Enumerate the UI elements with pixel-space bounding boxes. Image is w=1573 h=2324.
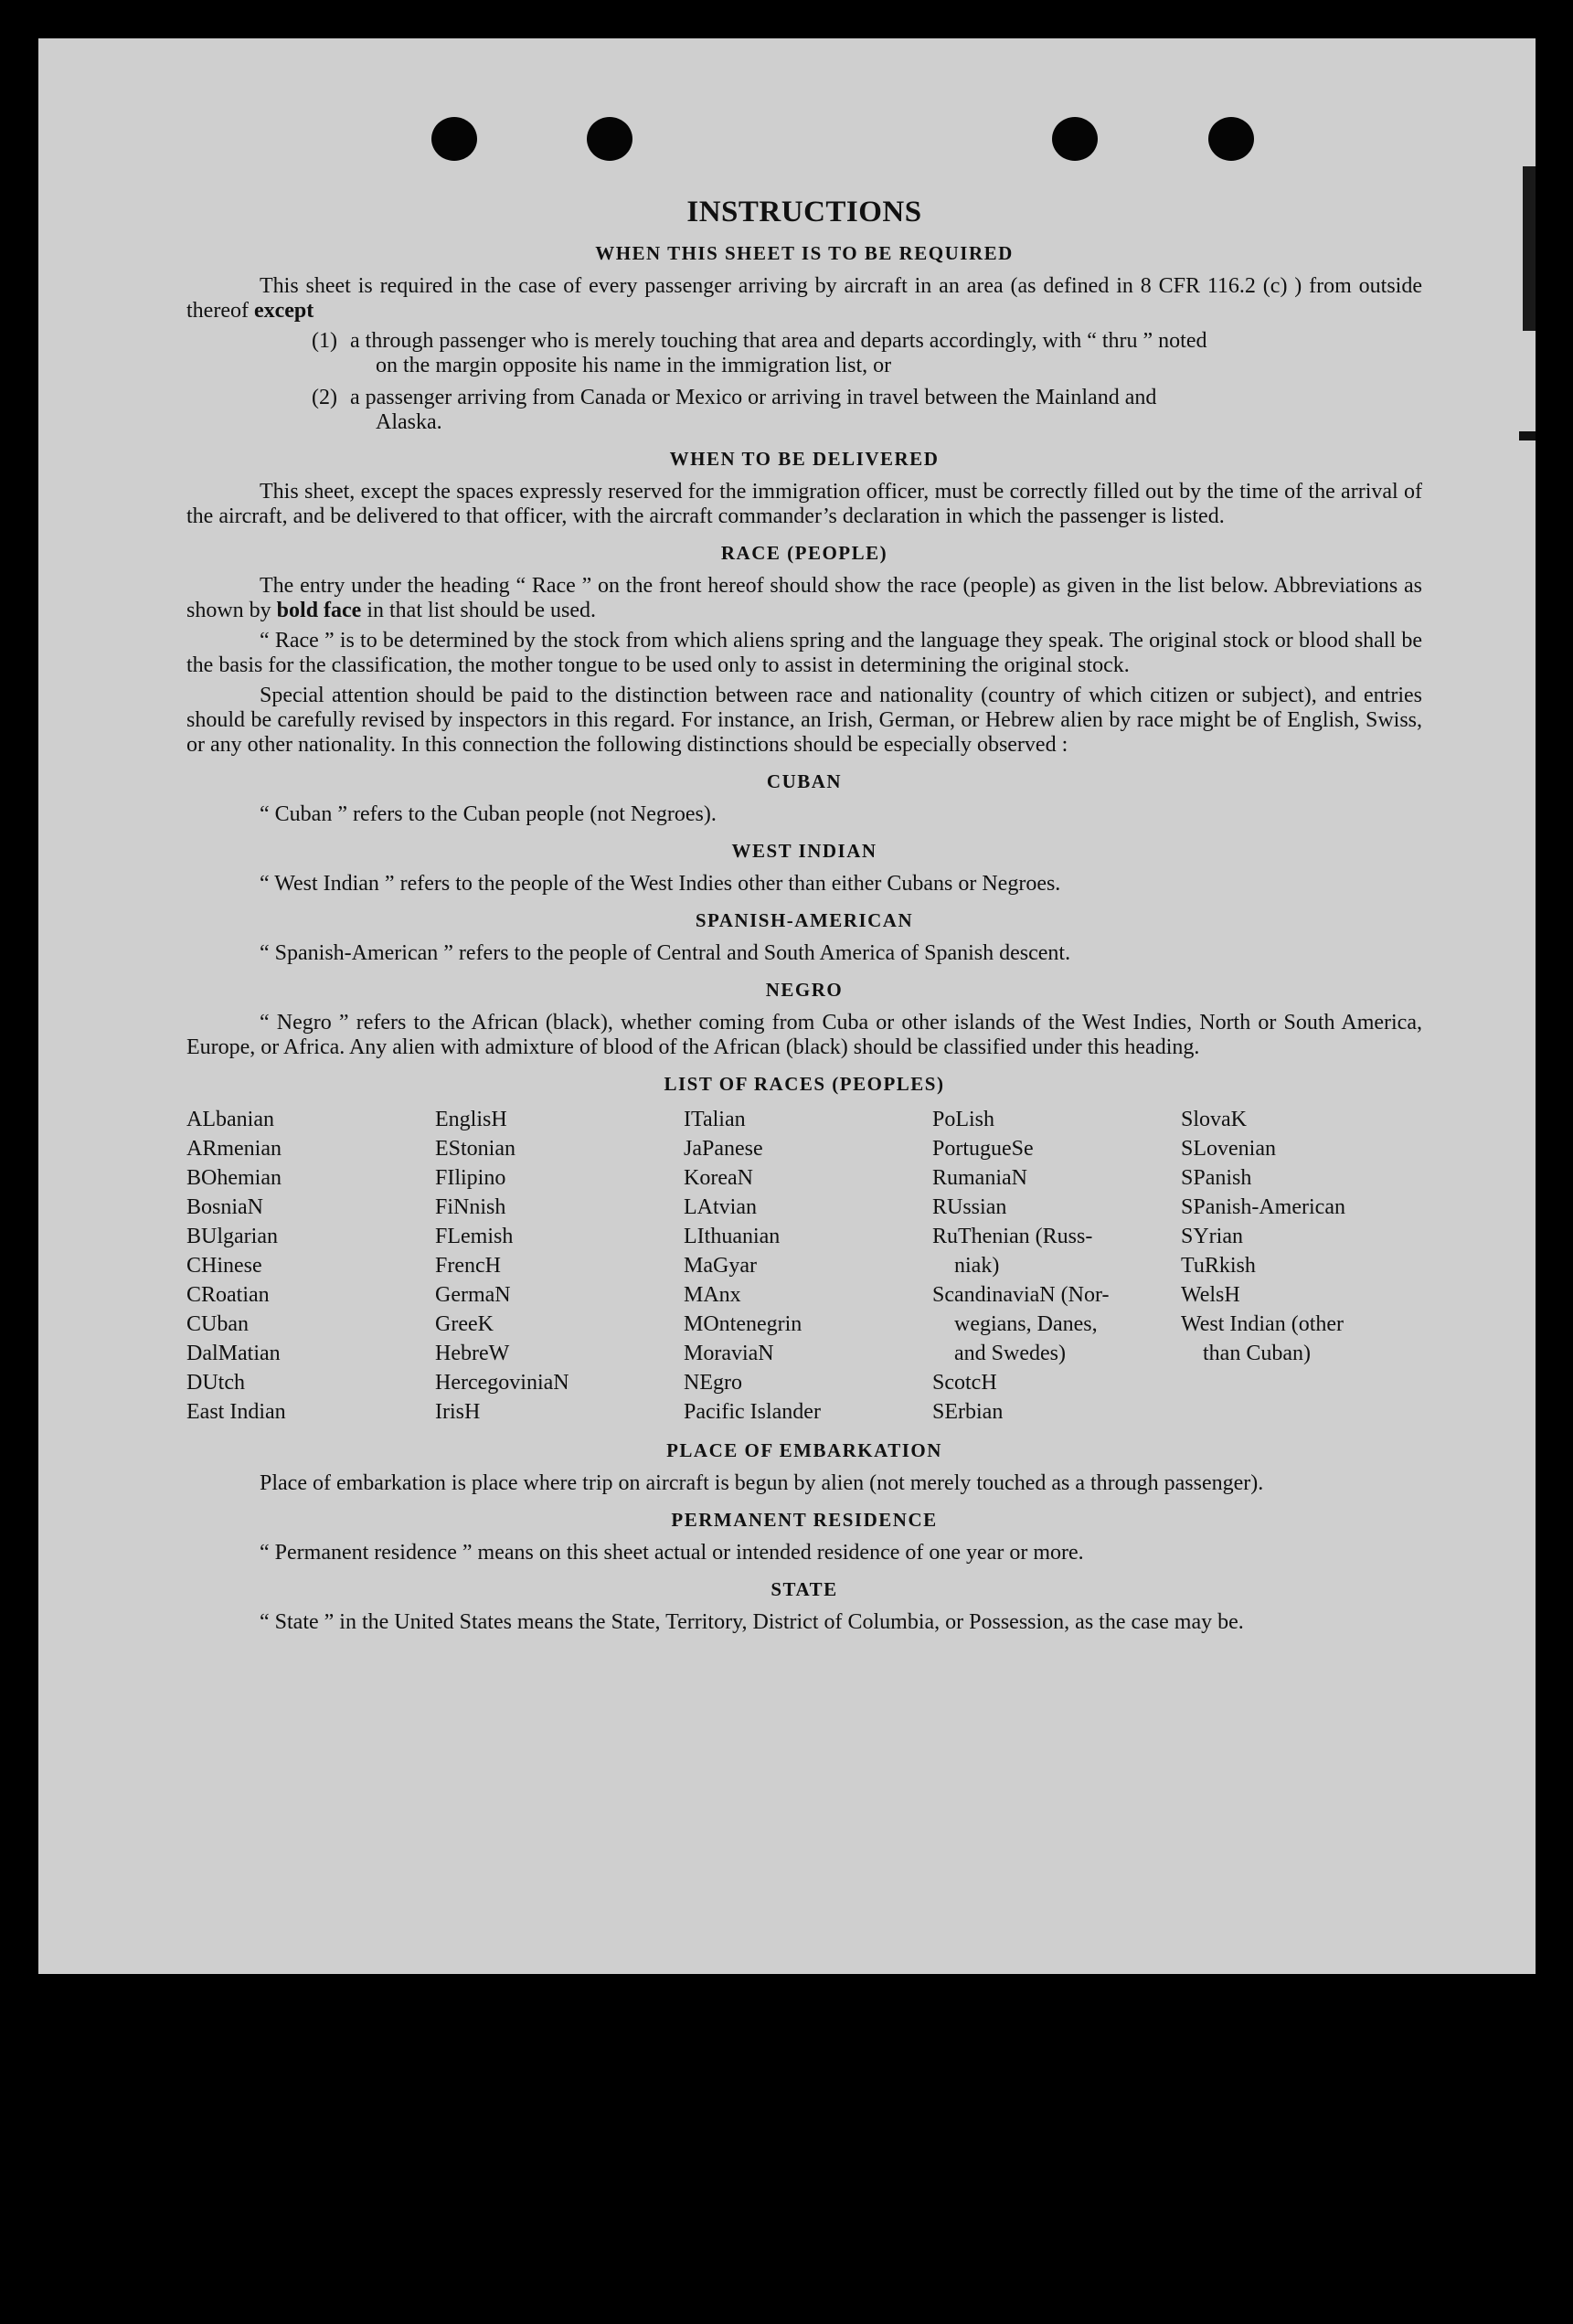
section-heading-list-of-races: LIST OF RACES (PEOPLES) xyxy=(664,1073,945,1095)
punch-hole xyxy=(587,117,632,161)
race-entry: KoreaN xyxy=(684,1166,753,1190)
race-entry: wegians, Danes, xyxy=(954,1312,1098,1336)
race-entry: RumaniaN xyxy=(932,1166,1027,1190)
races-column xyxy=(1181,1105,1422,1427)
punch-hole xyxy=(1052,117,1098,161)
races-list xyxy=(186,1105,1422,1427)
race-entry: SErbian xyxy=(932,1400,1004,1424)
negro-text: “ Negro ” refers to the African (black), whether coming from Cuba or other islands of the West Indies, North or South America, Europe, or Africa. Any alien with admixture of blood of the African (black) should be classified under this heading. xyxy=(186,1011,1422,1059)
item-text-continued: Alaska. xyxy=(376,410,442,434)
race-entry: BOhemian xyxy=(186,1166,282,1190)
race-entry: ARmenian xyxy=(186,1137,282,1161)
race-entry: FrencH xyxy=(435,1254,501,1278)
races-column xyxy=(684,1105,932,1427)
race-entry: SLovenian xyxy=(1181,1137,1276,1161)
exception-item xyxy=(186,386,1422,435)
section-heading-race: RACE (PEOPLE) xyxy=(720,542,888,564)
item-number: (2) xyxy=(312,386,337,409)
section-heading-residence: PERMANENT RESIDENCE xyxy=(671,1509,938,1531)
race-entry: RuThenian (Russ- xyxy=(932,1225,1093,1248)
document-sheet xyxy=(38,38,1536,1974)
race-entry: WelsH xyxy=(1181,1283,1240,1307)
section-heading-when-delivered: WHEN TO BE DELIVERED xyxy=(669,448,940,470)
race-entry: PoLish xyxy=(932,1108,995,1131)
west-indian-text: “ West Indian ” refers to the people of the West Indies other than either Cubans or Negroes. xyxy=(260,872,1061,896)
race-entry: CRoatian xyxy=(186,1283,270,1307)
race-entry: BosniaN xyxy=(186,1195,263,1219)
race-entry: IrisH xyxy=(435,1400,481,1424)
race-entry: Pacific Islander xyxy=(684,1400,821,1424)
race-paragraph: “ Race ” is to be determined by the stock from which aliens spring and the language they speak. The original stock or blood shall be the basis for the classification, the mother tongue to be used only to assist in determining the original stock. xyxy=(186,629,1422,677)
race-entry: GreeK xyxy=(435,1312,494,1336)
race-paragraph: Special attention should be paid to the distinction between race and nationality (country of which citizen or subject), and entries should be carefully revised by inspectors in this regard. For instance, an Irish, German, or Hebrew alien by race might be of English, Swiss, or any other nationality. In this connection the following distinctions should be especially observed : xyxy=(186,684,1422,757)
embarkation-text: Place of embarkation is place where trip on aircraft is begun by alien (not merely touched as a through passenger). xyxy=(260,1471,1264,1495)
race-entry: GermaN xyxy=(435,1283,511,1307)
section-heading-west-indian: WEST INDIAN xyxy=(731,840,877,862)
page-edge-shadow xyxy=(1523,166,1536,331)
when-required-intro: This sheet is required in the case of every passenger arriving by aircraft in an area (as defined in 8 CFR 116.2 (c) ) from outside thereof except xyxy=(186,274,1422,323)
section-heading-negro: NEGRO xyxy=(765,979,844,1001)
race-entry: PortugueSe xyxy=(932,1137,1034,1161)
race-entry: ITalian xyxy=(684,1108,746,1131)
item-text: a through passenger who is merely touching that area and departs accordingly, with “ thru ” noted xyxy=(350,329,1207,353)
section-heading-embarkation: PLACE OF EMBARKATION xyxy=(666,1439,942,1461)
exception-item xyxy=(186,329,1422,378)
cuban-text: “ Cuban ” refers to the Cuban people (not Negroes). xyxy=(260,802,717,826)
race-entry: MAnx xyxy=(684,1283,741,1307)
race-entry: ScotcH xyxy=(932,1371,997,1395)
race-entry: CHinese xyxy=(186,1254,262,1278)
race-entry: DUtch xyxy=(186,1371,245,1395)
residence-text: “ Permanent residence ” means on this sheet actual or intended residence of one year or more. xyxy=(260,1541,1084,1565)
race-entry: RUssian xyxy=(932,1195,1007,1219)
spanish-american-text: “ Spanish-American ” refers to the people of Central and South America of Spanish descent. xyxy=(260,941,1071,965)
race-entry: LAtvian xyxy=(684,1195,757,1219)
race-entry: TuRkish xyxy=(1181,1254,1256,1278)
race-entry: BUlgarian xyxy=(186,1225,278,1248)
race-entry: FLemish xyxy=(435,1225,514,1248)
race-entry: ALbanian xyxy=(186,1108,274,1131)
race-entry: MoraviaN xyxy=(684,1342,774,1365)
races-column xyxy=(186,1105,435,1427)
item-text-continued: on the margin opposite his name in the immigration list, or xyxy=(376,354,892,377)
item-text: a passenger arriving from Canada or Mexico or arriving in travel between the Mainland and xyxy=(350,386,1157,409)
race-entry: ScandinaviaN (Nor- xyxy=(932,1283,1110,1307)
races-column xyxy=(435,1105,684,1427)
section-heading-when-required: WHEN THIS SHEET IS TO BE REQUIRED xyxy=(595,242,1014,264)
race-entry: SYrian xyxy=(1181,1225,1243,1248)
race-entry: than Cuban) xyxy=(1203,1342,1311,1365)
race-entry: DalMatian xyxy=(186,1342,281,1365)
page-title: INSTRUCTIONS xyxy=(686,196,922,228)
race-entry: EStonian xyxy=(435,1137,515,1161)
section-heading-spanish-american: SPANISH-AMERICAN xyxy=(695,909,914,931)
race-entry: SlovaK xyxy=(1181,1108,1247,1131)
page-edge-mark xyxy=(1519,431,1536,440)
race-paragraph: The entry under the heading “ Race ” on the front hereof should show the race (people) as given in the list below. Abbreviations as shown by bold face in that list should be used. xyxy=(186,574,1422,622)
race-entry: FiNnish xyxy=(435,1195,506,1219)
race-entry: LIthuanian xyxy=(684,1225,781,1248)
race-entry: MOntenegrin xyxy=(684,1312,802,1336)
when-delivered-text: This sheet, except the spaces expressly reserved for the immigration officer, must be correctly filled out by the time of the arrival of the aircraft, and be delivered to that officer, with the aircraft commander’s declaration in which the passenger is listed. xyxy=(186,480,1422,528)
bold-face-text: bold face xyxy=(276,599,362,622)
race-entry: West Indian (other xyxy=(1181,1312,1344,1336)
race-entry: SPanish xyxy=(1181,1166,1252,1190)
item-number: (1) xyxy=(312,329,337,353)
punch-hole xyxy=(1208,117,1254,161)
races-column xyxy=(932,1105,1181,1427)
race-entry: FIlipino xyxy=(435,1166,506,1190)
race-entry: MaGyar xyxy=(684,1254,757,1278)
race-entry: niak) xyxy=(954,1254,1000,1278)
race-entry: and Swedes) xyxy=(954,1342,1066,1365)
race-entry: EnglisH xyxy=(435,1108,507,1131)
race-entry: East Indian xyxy=(186,1400,286,1424)
section-heading-state: STATE xyxy=(771,1578,838,1600)
race-entry: HercegoviniaN xyxy=(435,1371,569,1395)
punch-hole xyxy=(431,117,477,161)
race-entry: CUban xyxy=(186,1312,249,1336)
except-bold: except xyxy=(253,299,314,323)
instructions-content xyxy=(186,196,1422,1640)
section-heading-cuban: CUBAN xyxy=(766,770,843,792)
state-text: “ State ” in the United States means the State, Territory, District of Columbia, or Possession, as the case may be. xyxy=(260,1610,1244,1634)
race-entry: NEgro xyxy=(684,1371,742,1395)
race-entry: HebreW xyxy=(435,1342,510,1365)
race-entry: SPanish-American xyxy=(1181,1195,1345,1219)
race-entry: JaPanese xyxy=(684,1137,763,1161)
